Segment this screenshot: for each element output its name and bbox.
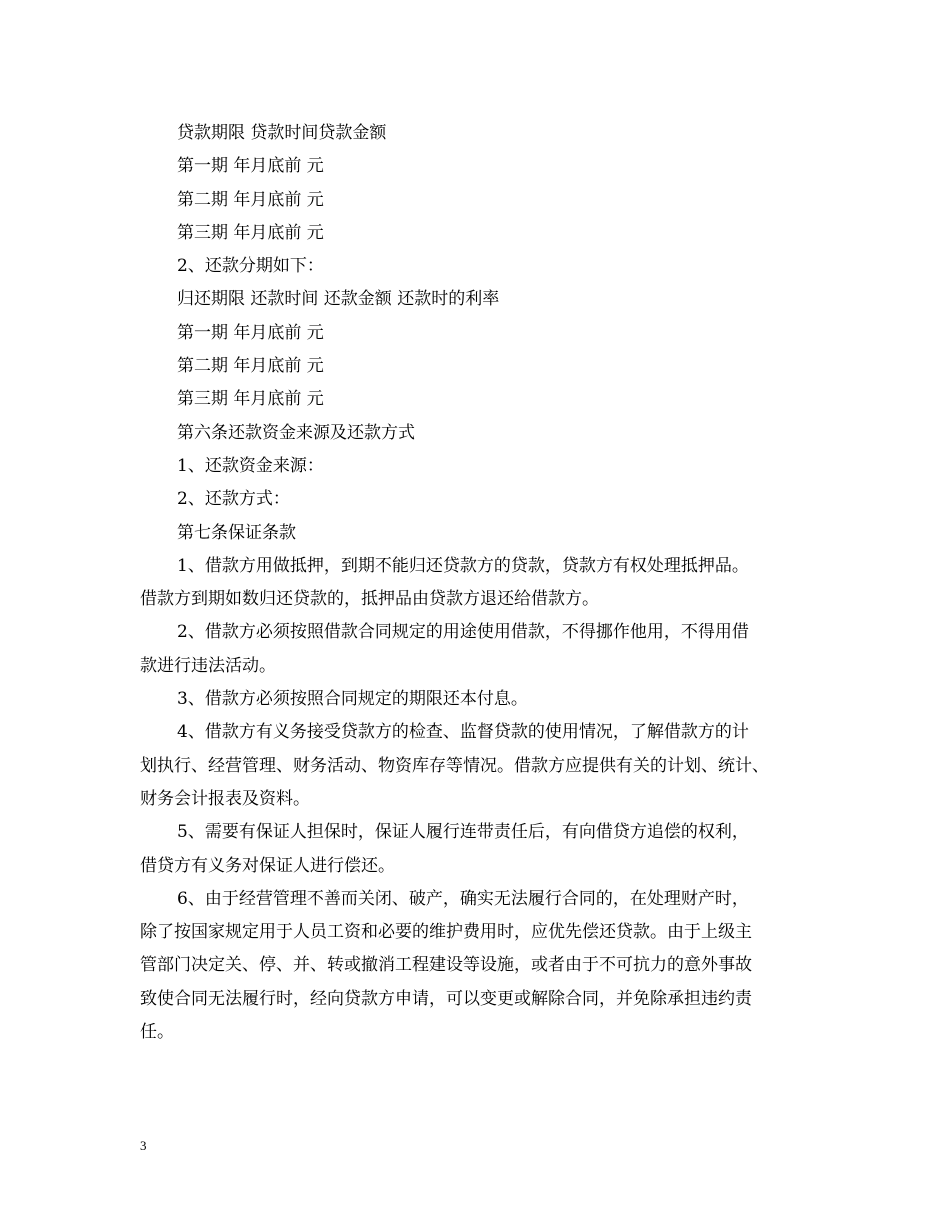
text-line: 借款方到期如数归还贷款的，抵押品由贷款方退还给借款方。: [140, 589, 599, 610]
text-line: 2、借款方必须按照借款合同规定的用途使用借款，不得挪作他用，不得用借: [177, 622, 749, 643]
text-line: 第一期 年月底前 元: [177, 322, 324, 343]
text-line: 4、借款方有义务接受贷款方的检查、监督贷款的使用情况，了解借款方的计: [177, 722, 749, 743]
text-line: 贷款期限 贷款时间贷款金额: [177, 123, 387, 143]
text-line: 1、还款资金来源：: [177, 455, 324, 476]
text-line: 第七条保证条款: [177, 522, 296, 543]
text-line: 第三期 年月底前 元: [177, 389, 324, 410]
text-line: 借贷方有义务对保证人进行偿还。: [140, 855, 395, 876]
text-line: 划执行、经营管理、财务活动、物资库存等情况。借款方应提供有关的计划、统计、: [140, 755, 769, 776]
text-line: 3、借款方必须按照合同规定的期限还本付息。: [177, 689, 528, 710]
page-number: 3: [140, 1138, 147, 1153]
text-line: 第一期 年月底前 元: [177, 156, 324, 177]
text-line: 致使合同无法履行时，经向贷款方申请，可以变更或解除合同，并免除承担违约责: [140, 988, 752, 1009]
text-line: 任。: [140, 1022, 174, 1043]
text-line: 2、还款方式：: [177, 489, 290, 510]
text-line: 归还期限 还款时间 还款金额 还款时的利率: [177, 289, 500, 310]
text-line: 第三期 年月底前 元: [177, 222, 324, 243]
text-line: 除了按国家规定用于人员工资和必要的维护费用时，应优先偿还贷款。由于上级主: [140, 922, 752, 943]
text-line: 6、由于经营管理不善而关闭、破产，确实无法履行合同的，在处理财产时，: [177, 888, 749, 909]
text-line: 财务会计报表及资料。: [140, 788, 310, 809]
text-line: 5、需要有保证人担保时，保证人履行连带责任后，有向借贷方追偿的权利，: [177, 822, 749, 843]
text-line: 2、还款分期如下：: [177, 256, 324, 277]
text-line: 第六条还款资金来源及还款方式: [177, 422, 415, 443]
text-line: 1、借款方用做抵押，到期不能归还贷款方的贷款，贷款方有权处理抵押品。: [177, 555, 749, 576]
text-line: 第二期 年月底前 元: [177, 356, 324, 377]
text-line: 管部门决定关、停、并、转或撤消工程建设等设施，或者由于不可抗力的意外事故: [140, 955, 752, 976]
document-body: [140, 117, 820, 1049]
text-line: 第二期 年月底前 元: [177, 189, 324, 210]
text-line: 款进行违法活动。: [140, 655, 276, 676]
